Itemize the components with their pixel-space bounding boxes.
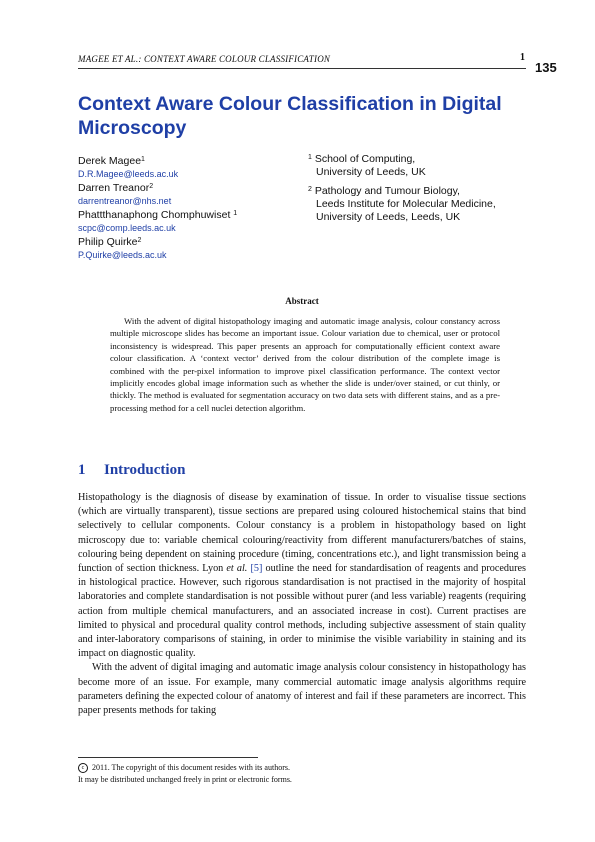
affiliation: $^1$ School of Computing, University of Leeds, UK: [308, 153, 426, 178]
copyright-icon: c: [78, 763, 88, 773]
page-number-global: 135: [535, 60, 557, 75]
header-rule: [78, 68, 526, 69]
abstract-heading: Abstract: [285, 296, 319, 306]
abstract-text: With the advent of digital histopathology imaging and automatic image analysis, colour constancy across multiple microscope slides has become an important issue. Colour variation due to chemical, user or protocol inconsistency is widespread. This paper presents an approach for computationally efficient context aware colour classification. A ‘context vector’ derived from the colour distribution of the complete image is combined with the per-pixel information to improve pixel classification performance. The context vector implicitly encodes global image information such as whether the slide is under/over stained, or cut thinly, or thickly. The method is evaluated for segmentation accuracy on two data sets with different stains, and as a pre-processing method for a cell nuclei detection algorithm.: [110, 316, 500, 413]
section-number: 1: [78, 462, 86, 478]
running-head: MAGEE ET AL.: CONTEXT AWARE COLOUR CLASSIFICATION: [78, 54, 331, 64]
paper-title: Context Aware Colour Classification in Digital Microscopy: [78, 93, 502, 139]
citation-link[interactable]: [5]: [250, 563, 263, 575]
author-name: Derek Magee$^1$: [78, 155, 145, 167]
paragraph: Histopathology is the diagnosis of disease by examination of tissue. In order to visualise tissue sections (which are virtually transparent), tissue sections are prepared using coloured histochemical stains that bind selectively to cellular components. Colour constancy is a problem in histopathology based on light microscopy due to: variable chemical colouring/reactivity from different manufacturers/batches of stains, colouring being dependent on staining procedure (timing, concentrations etc.), and light transmission being a function of section thickness. Lyon et al. [5] outline the need for standardisation of reagents and procedures in histological practice. However, such rigorous standardisation is not practised in the majority of hospital laboratories and complete standardisation is not possible without purer (and less variable) reagents (requiring action from multiple chemical manufacturers, and an associated increase in cost). Current practises are limited to physical and procedural quality control methods, including subjective assessment of stain quality and inter-laboratory comparisons of staining, in order to minimise the visible variability in staining and its impact on diagnostic quality.: [78, 492, 526, 660]
introduction-body: [78, 491, 526, 718]
footnote-rule: [78, 757, 258, 758]
author-name: Phattthanaphong Chomphuwiset $^1$: [78, 209, 238, 221]
affiliation: $^2$ Pathology and Tumour Biology, Leeds Institute for Molecular Medicine, University of Leeds, Leeds, UK: [308, 185, 496, 223]
author-email[interactable]: darrentreanor@nhs.net: [78, 196, 172, 206]
author-name: Philip Quirke$^2$: [78, 236, 142, 248]
author-email[interactable]: P.Quirke@leeds.ac.uk: [78, 250, 167, 260]
section-heading: [78, 462, 185, 479]
author-name: Darren Treanor$^2$: [78, 182, 154, 194]
author-email[interactable]: D.R.Magee@leeds.ac.uk: [78, 169, 179, 179]
copyright-footnote: c 2011. The copyright of this document resides with its authors. It may be distributed unchanged freely in print or electronic forms.: [78, 763, 292, 784]
affiliation-list: [308, 153, 548, 230]
page-number-local: 1: [520, 52, 525, 63]
paragraph: With the advent of digital imaging and automatic image analysis colour consistency in histopathology has become more of an issue. For example, many commercial automatic image analysis algorithms require parameters defining the expected colour of anatomy of interest and fail if these parameters are incorrect. This paper presents methods for taking: [78, 662, 526, 717]
section-title: Introduction: [104, 462, 186, 478]
author-email[interactable]: scpc@comp.leeds.ac.uk: [78, 223, 176, 233]
author-list: [78, 155, 308, 263]
